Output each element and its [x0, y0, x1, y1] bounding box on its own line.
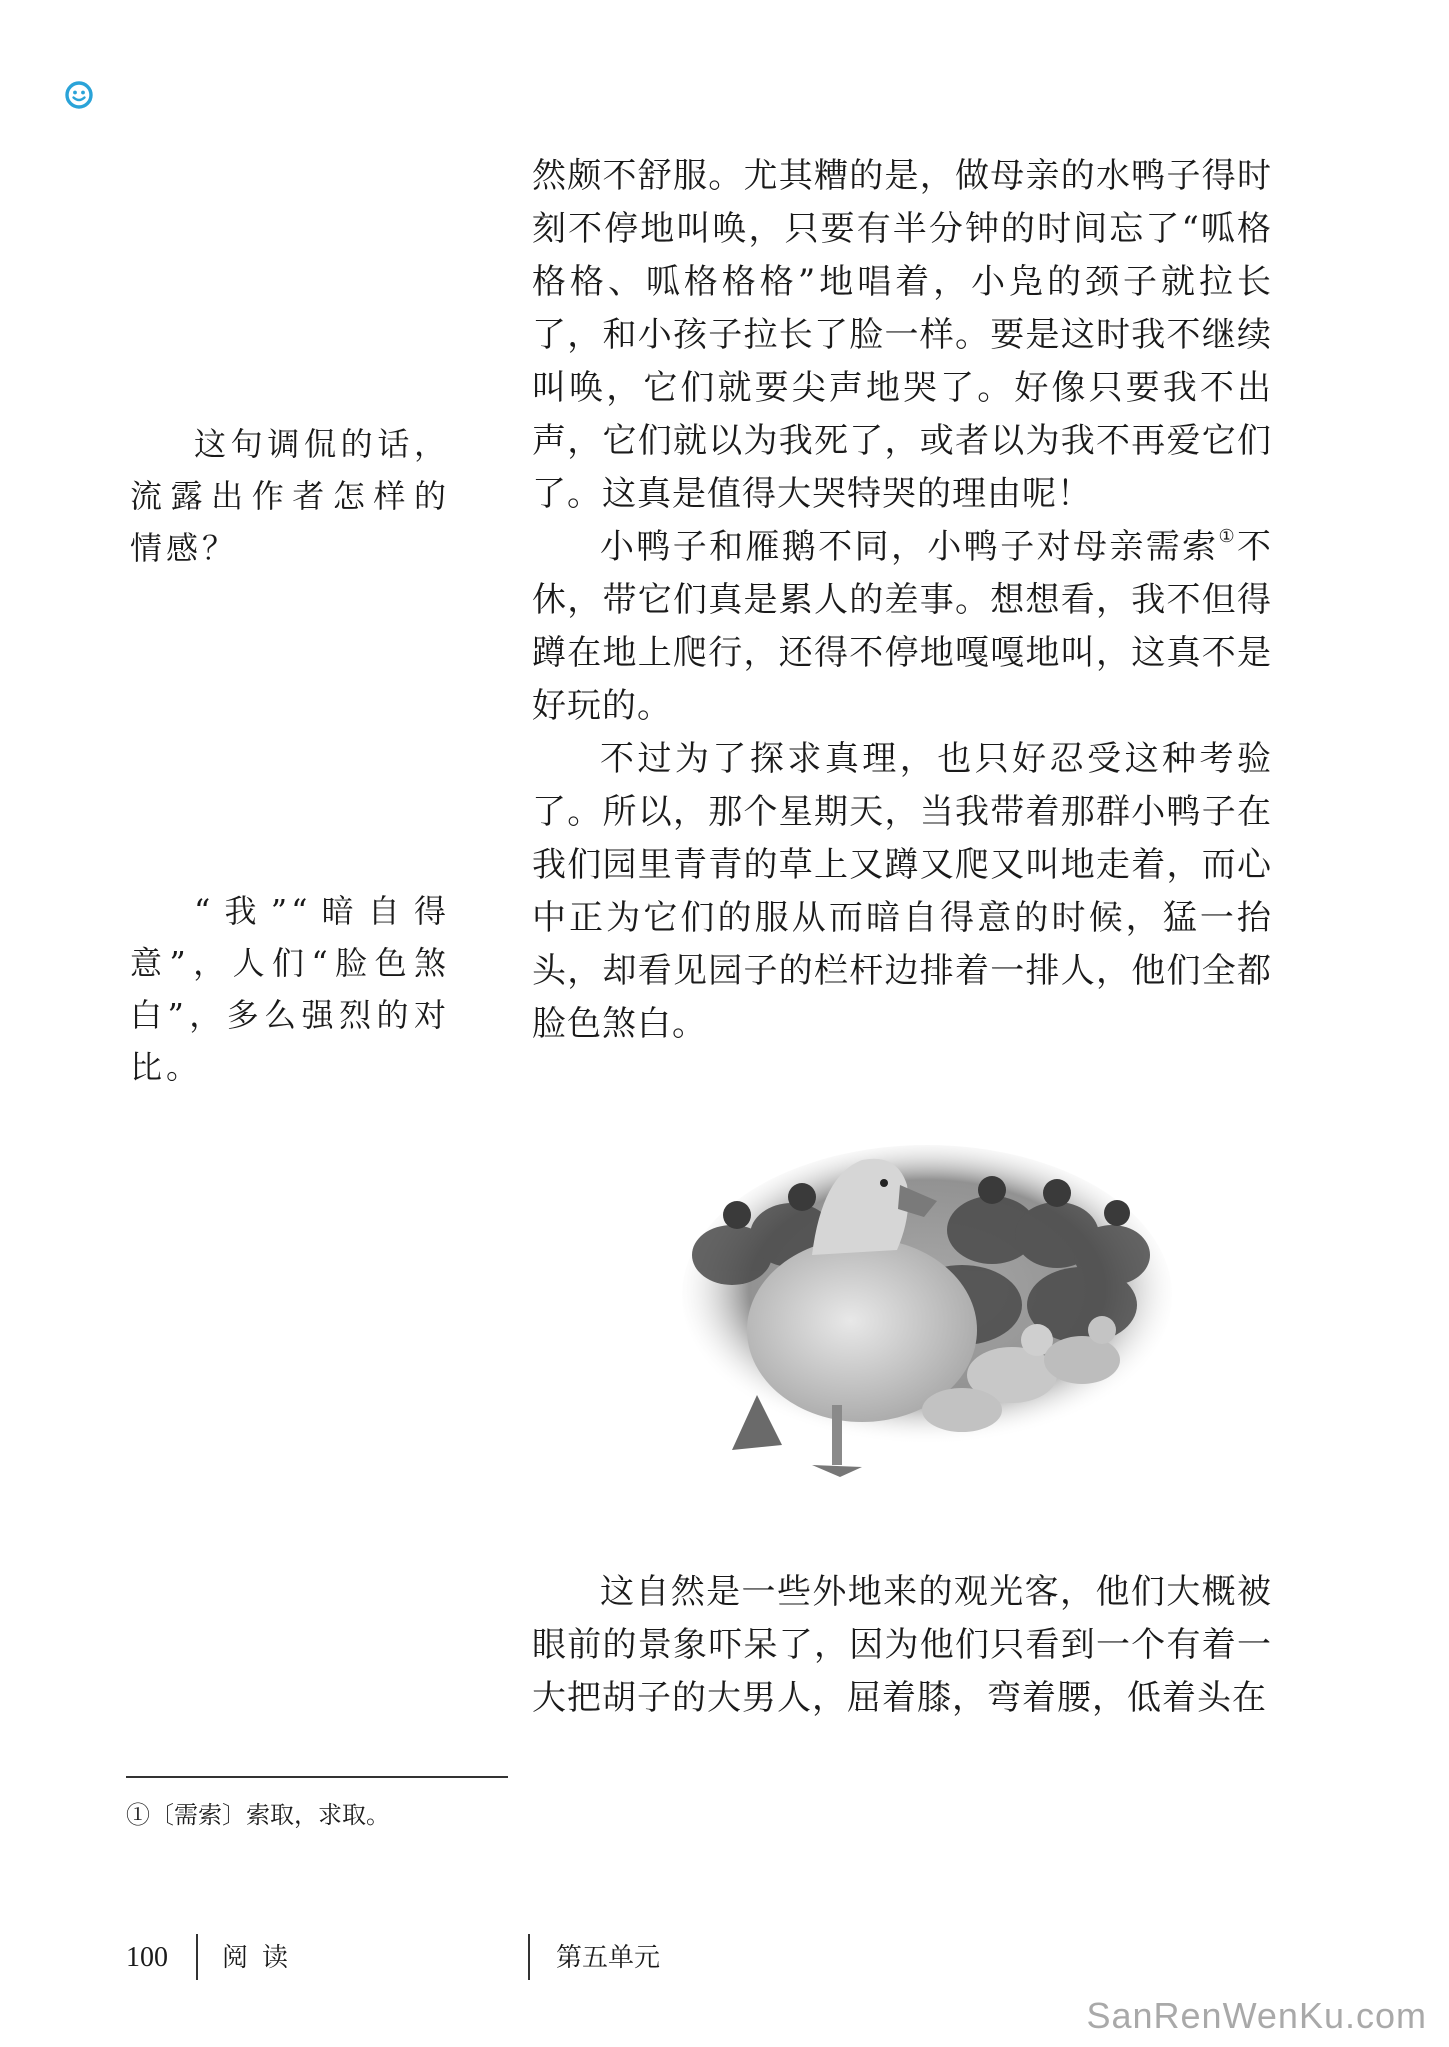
paragraph: 然颇不舒服。尤其糟的是，做母亲的水鸭子得时刻不停地叫唤，只要有半分钟的时间忘了“呱格格格、呱格格格”地唱着，小凫的颈子就拉长了，和小孩子拉长了脸一样。要是这时我不继续叫唤，它们就要尖声地哭了。好像只要我不出声，它们就以为我死了，或者以为我不再爱它们了。这真是值得大哭特哭的理由呢！: [532, 156, 1272, 514]
smiley-face-icon: [64, 80, 94, 110]
side-note-text: “我”“暗自得意”，人们“脸色煞白”，多么强烈的对比。: [130, 892, 450, 1086]
paragraph-text: 不休，带它们真是累人的差事。想想看，我不但得蹲在地上爬行，还得不停地嘎嘎地叫，这真不是好玩的。: [532, 527, 1273, 726]
footer-divider: [196, 1934, 198, 1980]
footnote-divider: [126, 1776, 508, 1778]
paragraph-text: 小鸭子和雁鹅不同，小鸭子对母亲需索: [600, 527, 1219, 567]
paragraph: [532, 521, 1272, 733]
duck-illustration: [662, 1105, 1182, 1500]
paragraph: 这自然是一些外地来的观光客，他们大概被眼前的景象吓呆了，因为他们只看到一个有着一大把胡子的大男人，屈着膝，弯着腰，低着头在: [532, 1572, 1272, 1718]
footnote-marker: ①: [1218, 525, 1238, 547]
watermark: SanRenWenKu.com: [1086, 1995, 1427, 2036]
side-note: [130, 418, 450, 574]
footer-divider: [528, 1934, 530, 1980]
page-number: 100: [126, 1942, 168, 1973]
footer-unit-label: 第五单元: [556, 1943, 661, 1973]
paragraph: 不过为了探求真理，也只好忍受这种考验了。所以，那个星期天，当我带着那群小鸭子在我们园里青青的草上又蹲又爬又叫地走着，而心中正为它们的服从而暗自得意的时候，猛一抬头，却看见园子的栏杆边排着一排人，他们全都脸色煞白。: [532, 739, 1272, 1044]
footnote: ①〔需索〕索取，求取。: [126, 1801, 390, 1829]
continued-text: [532, 1566, 1272, 1725]
footer-section-label: 阅读: [222, 1943, 303, 1973]
side-note: [130, 885, 450, 1093]
side-note-text: 这句调侃的话，流露出作者怎样的情感？: [130, 425, 450, 567]
main-text: [532, 150, 1272, 1051]
